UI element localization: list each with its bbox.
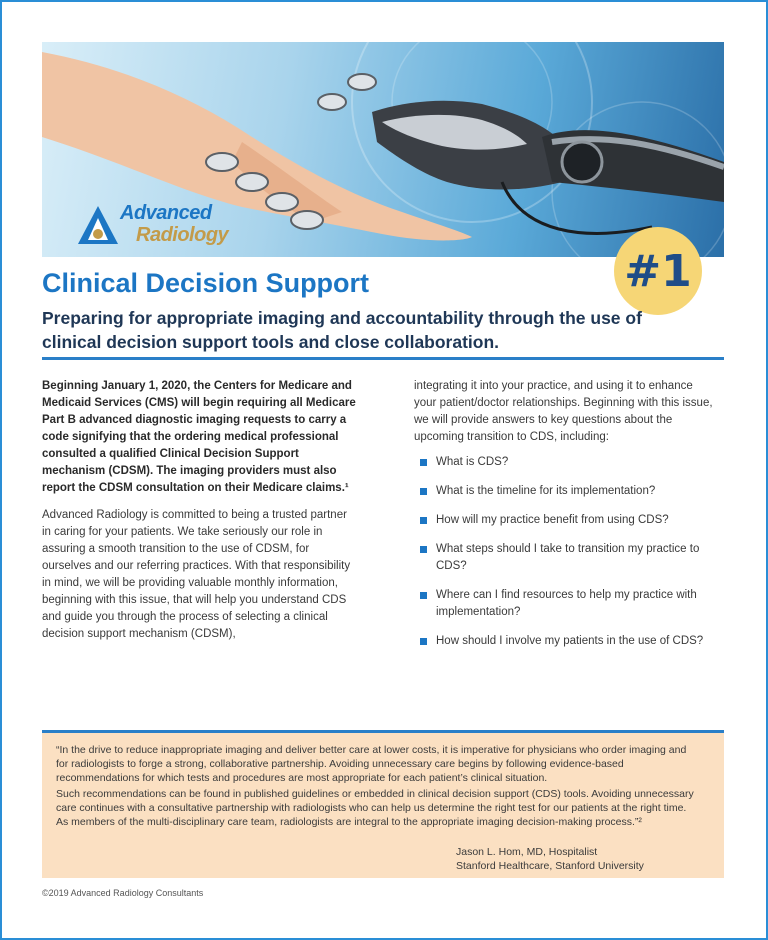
list-item bbox=[414, 454, 714, 471]
quote-paragraph-1: “In the drive to reduce inappropriate imaging and deliver better care at lower costs, it is imperative for physicians who order imaging and for radiologists to forge a strong, collaborative partnership. Avoiding unnecessary care begins by following evidence-based recommendations for which tests and procedures are most appropriate for each patient’s clinical situation. bbox=[56, 744, 687, 784]
question-text: What is the timeline for its implementation? bbox=[436, 485, 656, 497]
square-bullet-icon bbox=[420, 592, 427, 599]
square-bullet-icon bbox=[420, 488, 427, 495]
intro-paragraph: integrating it into your practice, and using it to enhance your patient/doctor relationships. Beginning with this issue, we will provide answers to key questions about the upcoming transition to CDS, including: bbox=[414, 380, 713, 443]
right-column bbox=[414, 378, 714, 662]
question-list bbox=[414, 454, 714, 650]
list-item bbox=[414, 512, 714, 529]
logo-line-1: Advanced bbox=[120, 202, 212, 224]
newsletter-page bbox=[42, 42, 724, 898]
list-item bbox=[414, 541, 714, 575]
square-bullet-icon bbox=[420, 517, 427, 524]
list-item bbox=[414, 483, 714, 500]
logo-line-2: Radiology bbox=[136, 224, 229, 246]
advanced-radiology-logo bbox=[76, 202, 276, 252]
logo-mark-icon bbox=[76, 204, 120, 248]
question-text: How will my practice benefit from using CDS? bbox=[436, 514, 669, 526]
quote-author: Jason L. Hom, MD, Hospitalist bbox=[456, 846, 598, 858]
page-title: Clinical Decision Support bbox=[42, 268, 370, 298]
list-item bbox=[414, 633, 714, 650]
square-bullet-icon bbox=[420, 546, 427, 553]
question-text: What steps should I take to transition my practice to CDS? bbox=[436, 543, 700, 572]
quote-attribution bbox=[456, 845, 644, 873]
lead-paragraph: Beginning January 1, 2020, the Centers for Medicare and Medicaid Services (CMS) will begin requiring all Medicare Part B advanced diagnostic imaging requests to carry a code signifying that the ordering medical professional consulted a qualified Clinical Decision Support mechanism (CDSM). The imaging providers must also report the CDSM consultation on their Medicare claims.¹ bbox=[42, 380, 356, 494]
square-bullet-icon bbox=[420, 638, 427, 645]
quote-affiliation: Stanford Healthcare, Stanford University bbox=[456, 860, 644, 872]
question-text: How should I involve my patients in the use of CDS? bbox=[436, 635, 704, 647]
copyright-notice: ©2019 Advanced Radiology Consultants bbox=[42, 888, 204, 898]
issue-number-badge: #1 bbox=[614, 227, 702, 315]
list-item bbox=[414, 587, 714, 621]
quote-paragraph-2: Such recommendations can be found in published guidelines or embedded in clinical decision support (CDS) tools. Avoiding unnecessary care continues with a consultative partnership with radiologists who can help us determine the right test for our patients at the right time. As members of the multi-disciplinary care team, radiologists are integral to the appropriate imaging decision-making process.”² bbox=[56, 788, 694, 828]
hero-banner bbox=[42, 42, 724, 257]
pull-quote-box bbox=[42, 730, 724, 878]
title-divider bbox=[42, 357, 724, 360]
question-text: Where can I find resources to help my practice with implementation? bbox=[436, 589, 697, 618]
body-paragraph: Advanced Radiology is committed to being a trusted partner in caring for your patients. We take seriously our role in assuring a smooth transition to the use of CDSM, for ourselves and our referring practices. With that responsibility in mind, we will be providing valuable monthly information, beginning with this issue, that will help you understand CDS and guide you through the process of selecting a clinical decision support mechanism (CDSM), bbox=[42, 509, 351, 640]
question-text: What is CDS? bbox=[436, 456, 509, 468]
left-column bbox=[42, 378, 357, 643]
square-bullet-icon bbox=[420, 459, 427, 466]
page-subtitle: Preparing for appropriate imaging and accountability through the use of clinical decision support tools and close collaboration. bbox=[42, 308, 642, 352]
